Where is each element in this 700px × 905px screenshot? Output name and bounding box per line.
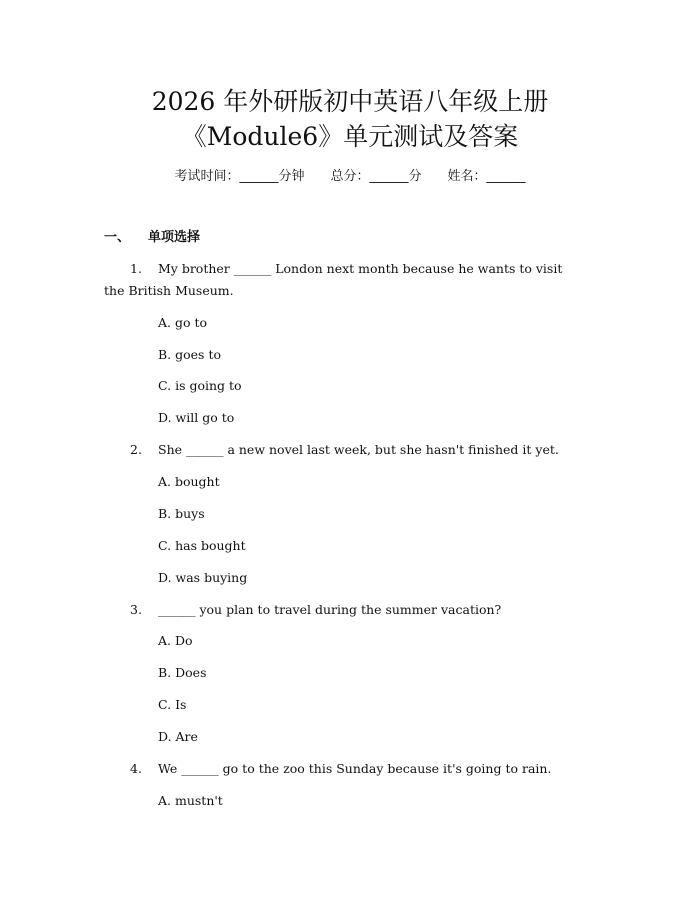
option-item: B. Does <box>158 665 207 680</box>
document-title-line2: 《Module6》单元测试及答案 <box>181 122 519 151</box>
option-item: D. was buying <box>158 570 248 585</box>
question-4 <box>130 759 551 779</box>
question-text: ______ you plan to travel during the summer vacation? <box>158 602 502 617</box>
section-title: 单项选择 <box>148 230 201 245</box>
option-item: A. go to <box>158 315 208 330</box>
question-text: My brother ______ London next month because he wants to visit <box>158 261 563 276</box>
exam-time: 考试时间：______分钟 <box>174 169 305 184</box>
option-item: B. buys <box>158 506 205 521</box>
question-number: 3. <box>130 602 142 617</box>
question-1-continuation: the British Museum. <box>104 283 234 298</box>
option-item: C. has bought <box>158 538 246 553</box>
document-title-line1: 2026 年外研版初中英语八年级上册 <box>151 87 549 116</box>
option-item: A. Do <box>158 633 193 648</box>
option-item: C. is going to <box>158 378 242 393</box>
question-3 <box>130 600 501 620</box>
section-heading <box>104 229 200 247</box>
exam-total-score: 总分：______分 <box>330 169 422 184</box>
question-text: We ______ go to the zoo this Sunday because it's going to rain. <box>158 761 552 776</box>
section-number: 一、 <box>104 230 131 245</box>
question-number: 4. <box>130 761 142 776</box>
option-item: C. Is <box>158 697 187 712</box>
question-text: She ______ a new novel last week, but she hasn't finished it yet. <box>158 442 559 457</box>
exam-name-field: 姓名：______ <box>447 169 526 184</box>
question-2 <box>130 440 559 460</box>
option-item: D. Are <box>158 729 198 744</box>
question-number: 1. <box>130 261 142 276</box>
option-item: A. bought <box>158 474 220 489</box>
question-number: 2. <box>130 442 142 457</box>
exam-info <box>0 168 700 186</box>
question-1 <box>130 259 562 279</box>
option-item: D. will go to <box>158 410 235 425</box>
option-item: A. mustn't <box>158 793 223 808</box>
option-item: B. goes to <box>158 347 221 362</box>
